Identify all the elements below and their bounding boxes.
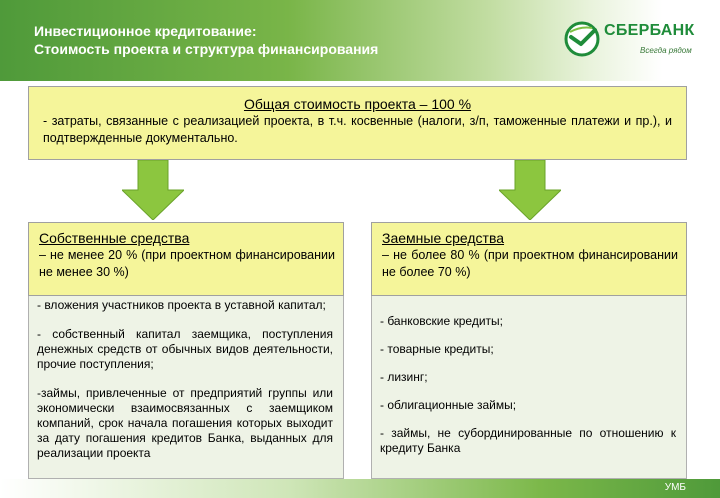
own-funds-share: – не менее 20 % (при проектном финансировании не менее 30 %) — [39, 248, 335, 279]
total-cost-title: Общая стоимость проекта – 100 % — [243, 96, 472, 112]
arrow-down-icon — [499, 160, 561, 220]
list-item: - займы, не субординированные по отношению к кредиту Банка — [380, 426, 676, 455]
page-title-line2: Стоимость проекта и структура финансирования — [34, 41, 379, 57]
footer-bar — [0, 479, 720, 498]
own-funds-list — [28, 296, 344, 479]
borrowed-funds-title: Заемные средства — [382, 230, 505, 246]
page-title — [34, 22, 378, 58]
logo-name: СБЕРБАНК — [604, 22, 695, 39]
list-item: - собственный капитал заемщика, поступления денежных средств от обычных видов деятельности, прочие поступления; — [37, 327, 333, 371]
list-item: - облигационные займы; — [380, 398, 517, 412]
list-item: - банковские кредиты; — [380, 314, 503, 328]
list-item: - товарные кредиты; — [380, 342, 494, 356]
page-title-line1: Инвестиционное кредитование: — [34, 23, 257, 39]
own-funds-title: Собственные средства — [39, 230, 190, 246]
total-cost-box — [28, 86, 687, 160]
list-item: -займы, привлеченные от предприятий группы или экономически взаимосвязанных с заемщиком компаний, срок начала погашения которых выходит за дату погашения кредитов Банка, выданных для реализации проекта — [37, 386, 333, 460]
list-item: - вложения участников проекта в уставной капитал; — [37, 298, 326, 312]
borrowed-funds-header — [371, 222, 687, 296]
own-funds-header — [28, 222, 344, 296]
total-cost-text: - затраты, связанные с реализацией проекта, в т.ч. косвенные (налоги, з/п, таможенные платежи и пр.), и подтвержденные документально. — [43, 114, 672, 145]
arrow-down-icon — [122, 160, 184, 220]
borrowed-funds-share: – не более 80 % (при проектном финансировании не более 70 %) — [382, 248, 678, 279]
logo-slogan: Всегда рядом — [640, 46, 692, 55]
list-item: - лизинг; — [380, 370, 428, 384]
borrowed-funds-list — [371, 296, 687, 479]
footer-label: УМБ — [664, 482, 686, 493]
